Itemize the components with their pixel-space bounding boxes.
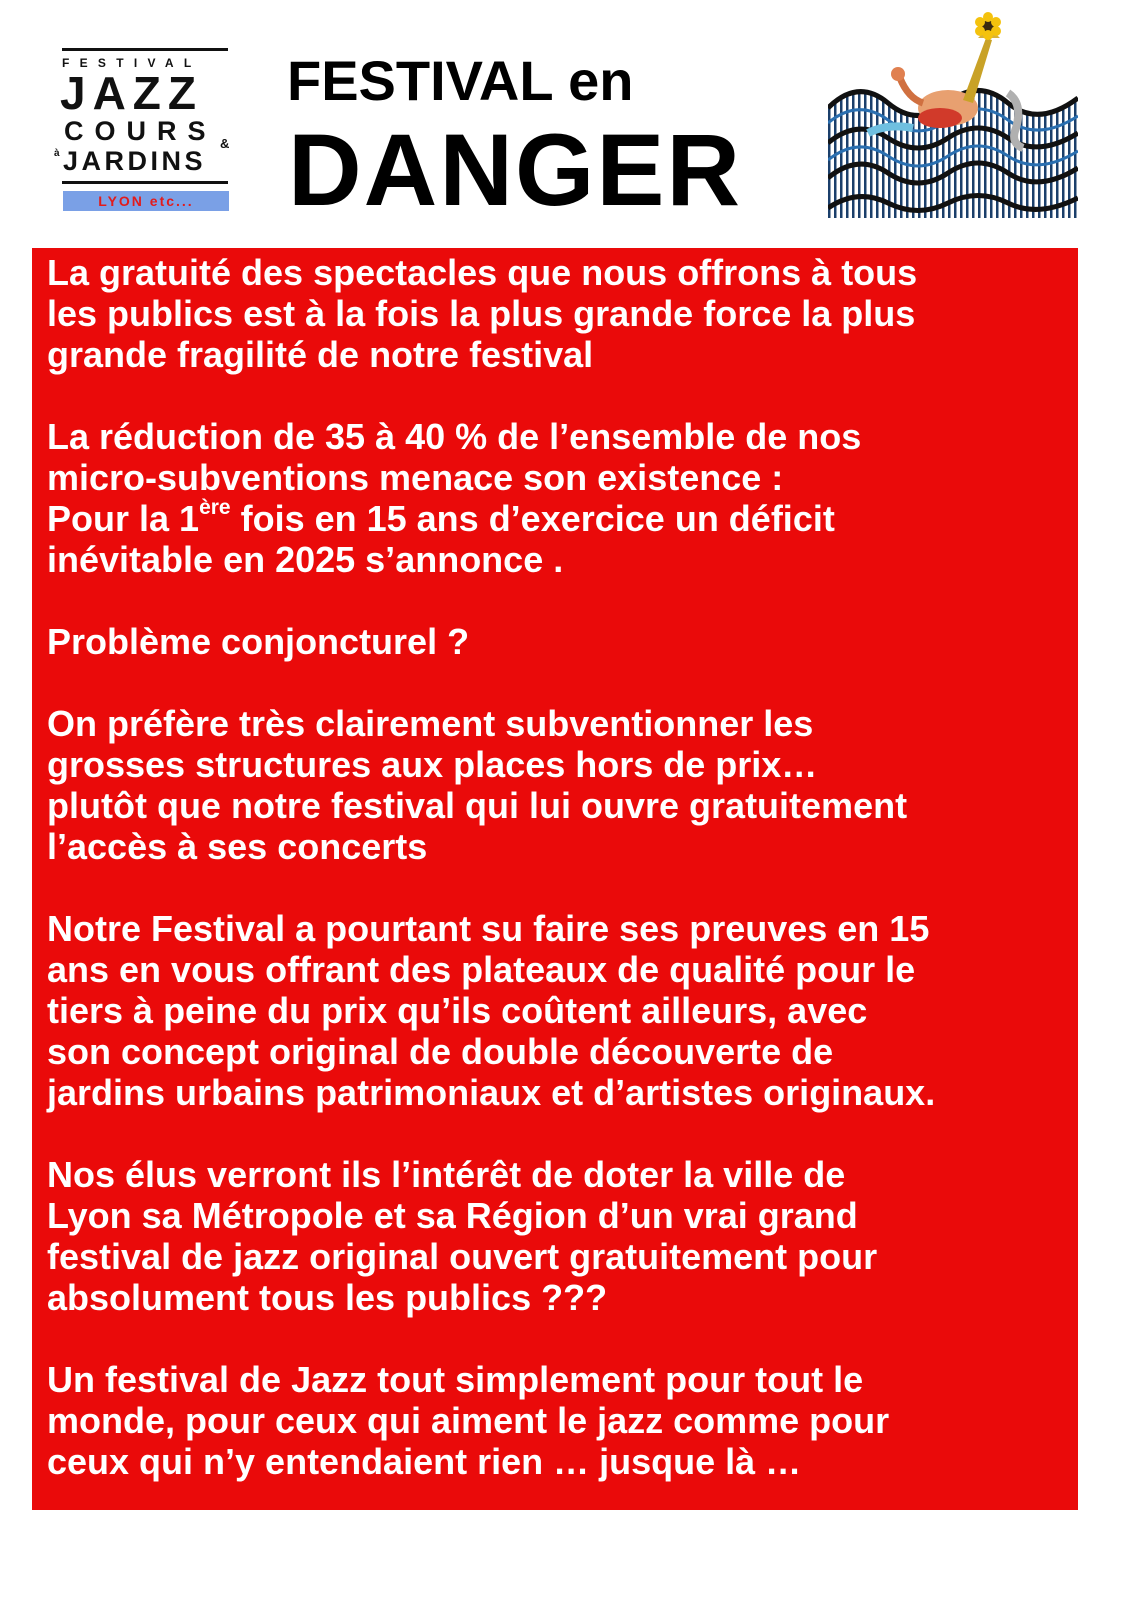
text-line: Notre Festival a pourtant su faire ses preuves en 15 xyxy=(47,908,930,949)
logo-jardins-text: JARDINS xyxy=(63,146,207,176)
logo-jazz-text: JAZZ xyxy=(60,67,203,119)
message-body xyxy=(47,252,1077,1523)
festival-jazz-illustration-icon xyxy=(828,8,1078,218)
text-line: La réduction de 35 à 40 % de l’ensemble de nos xyxy=(47,416,862,457)
text-line: grande fragilité de notre festival xyxy=(47,334,594,375)
text-line: l’accès à ses concerts xyxy=(47,826,428,867)
text-line: son concept original de double découverte de xyxy=(47,1031,834,1072)
superscript-ere: ère xyxy=(199,496,231,519)
paragraph-probleme xyxy=(47,621,1077,662)
text-line: festival de jazz original ouvert gratuitement pour xyxy=(47,1236,878,1277)
headline-festival-en: FESTIVAL en xyxy=(287,49,634,112)
text-line: La gratuité des spectacles que nous offrons à tous xyxy=(47,252,918,293)
logo-top-rule xyxy=(62,48,228,51)
paragraph-subventionner xyxy=(47,703,1077,867)
text-line-first-time xyxy=(47,498,1077,539)
text-line: grosses structures aux places hors de prix… xyxy=(47,744,818,785)
paragraph-reduction xyxy=(47,416,1077,580)
text-line: Nos élus verront ils l’intérêt de doter la ville de xyxy=(47,1154,846,1195)
text-line: On préfère très clairement subventionner les xyxy=(47,703,814,744)
text-line: Un festival de Jazz tout simplement pour tout le xyxy=(47,1359,864,1400)
logo-a-small: à xyxy=(54,148,60,159)
paragraph-preuves xyxy=(47,908,1077,1113)
text-line: jardins urbains patrimoniaux et d’artistes originaux. xyxy=(47,1072,936,1113)
text-line: ceux qui n’y entendaient rien … jusque là … xyxy=(47,1441,802,1482)
logo-city-band: LYON etc... xyxy=(63,191,229,211)
text-line: absolument tous les publics ??? xyxy=(47,1277,608,1318)
headline-danger: DANGER xyxy=(288,113,743,227)
text-line: plutôt que notre festival qui lui ouvre gratuitement xyxy=(47,785,908,826)
festival-logo xyxy=(54,48,230,214)
logo-bottom-rule xyxy=(62,181,228,184)
text-line: Problème conjoncturel ? xyxy=(47,621,470,662)
text-fragment: fois en 15 ans d’exercice un déficit xyxy=(230,498,835,539)
text-line: monde, pour ceux qui aiment le jazz comme pour xyxy=(47,1400,890,1441)
paragraph-gratuite xyxy=(47,252,1077,375)
text-line: inévitable en 2025 s’annonce . xyxy=(47,539,564,580)
text-line: ans en vous offrant des plateaux de qualité pour le xyxy=(47,949,916,990)
logo-cours-text: COURS xyxy=(64,116,217,146)
text-line: tiers à peine du prix qu’ils coûtent ailleurs, avec xyxy=(47,990,868,1031)
text-fragment: Pour la 1 xyxy=(47,498,200,539)
text-line: les publics est à la fois la plus grande force la plus xyxy=(47,293,916,334)
text-line: micro-subventions menace son existence : xyxy=(47,457,784,498)
logo-festival-text: FESTIVAL xyxy=(62,56,202,70)
logo-ampersand: & xyxy=(220,136,230,151)
text-line: Lyon sa Métropole et sa Région d’un vrai grand xyxy=(47,1195,858,1236)
paragraph-conclusion xyxy=(47,1359,1077,1482)
paragraph-elus xyxy=(47,1154,1077,1318)
message-panel xyxy=(32,248,1078,1510)
